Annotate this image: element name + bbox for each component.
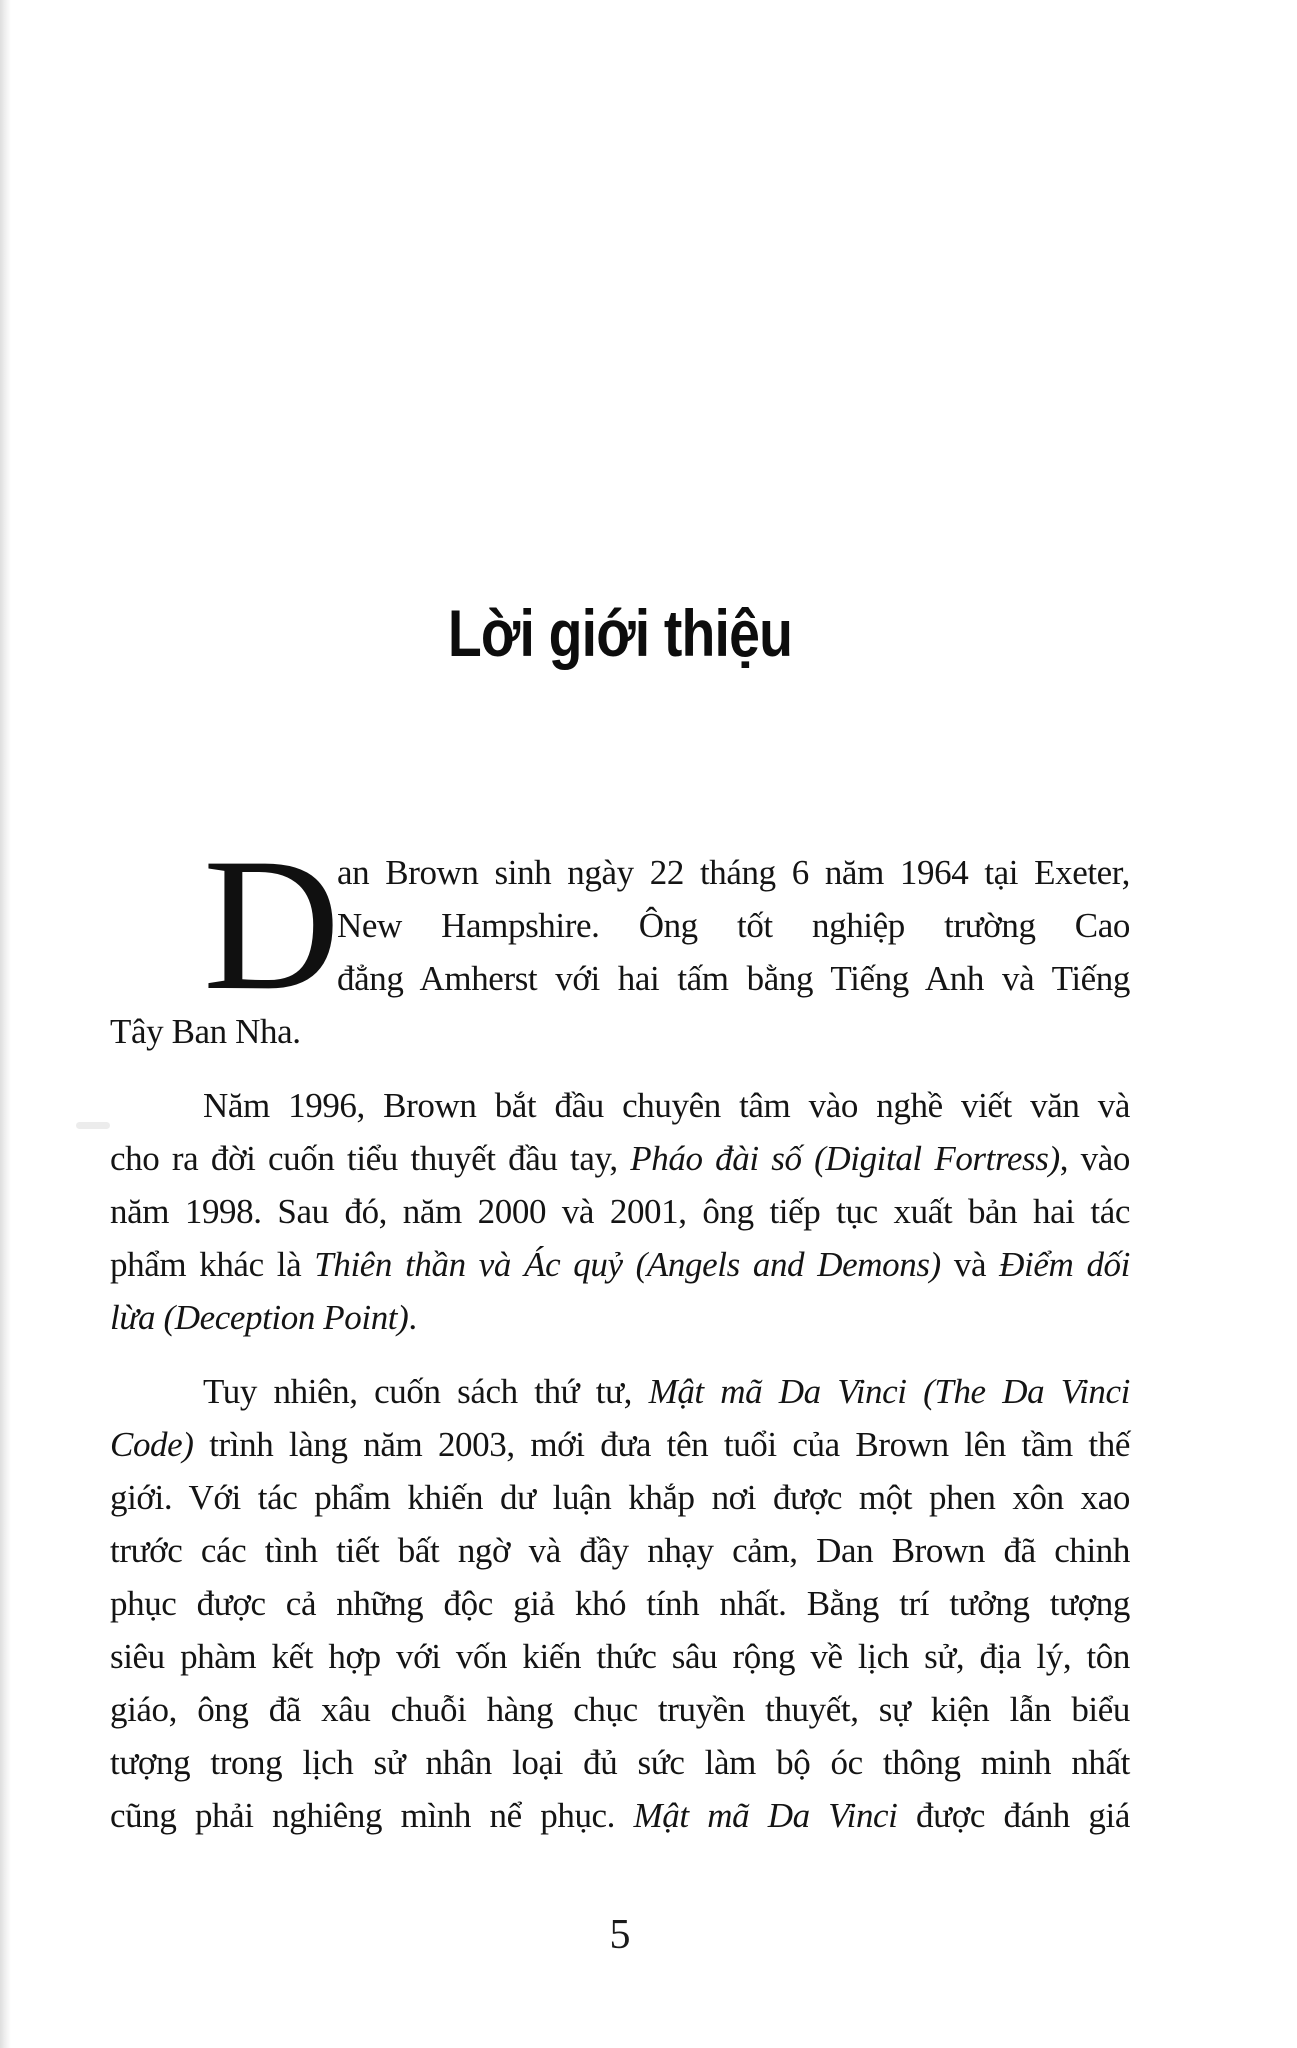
text-segment: Năm 1996, Brown bắt đầu chuyên tâm vào nghề viết văn và [203, 1086, 1130, 1125]
text-segment: an Brown sinh ngày 22 tháng 6 năm 1964 tại Exeter, [337, 853, 1130, 892]
scan-smudge-artifact [76, 1122, 110, 1129]
page-body [110, 820, 1130, 1842]
text-line [110, 1630, 1130, 1683]
text-line [110, 1132, 1130, 1185]
text-segment: Tuy nhiên, cuốn sách thứ tư, [203, 1372, 649, 1411]
text-segment: phẩm khác là [110, 1245, 315, 1284]
paragraph [110, 1079, 1130, 1344]
text-line [110, 1079, 1130, 1132]
page-number: 5 [609, 1912, 631, 1958]
text-segment: phục được cả những độc giả khó tính nhất. Bằng trí tưởng tượng [110, 1584, 1130, 1623]
text-line [110, 1471, 1130, 1524]
text-segment: trước các tình tiết bất ngờ và đầy nhạy cảm, Dan Brown đã chinh [110, 1531, 1130, 1570]
text-line [110, 1736, 1130, 1789]
text-segment: siêu phàm kết hợp với vốn kiến thức sâu rộng về lịch sử, địa lý, tôn [110, 1637, 1130, 1676]
text-segment: Mật mã Da Vinci [633, 1796, 898, 1835]
text-segment: năm 1998. Sau đó, năm 2000 và 2001, ông tiếp tục xuất bản hai tác [110, 1192, 1130, 1231]
text-segment: đẳng Amherst với hai tấm bằng Tiếng Anh và Tiếng [337, 959, 1130, 998]
paragraph [110, 820, 1130, 1058]
text-line [110, 1683, 1130, 1736]
text-line [110, 1365, 1130, 1418]
text-segment: được đánh giá [897, 1796, 1130, 1835]
text-segment: Code) [110, 1425, 194, 1464]
text-segment: Thiên thần và Ác quỷ (Angels and Demons) [314, 1245, 941, 1284]
drop-cap-letter: D [203, 820, 340, 1030]
page-title: Lời giới thiệu [447, 596, 793, 670]
text-line [110, 1185, 1130, 1238]
text-segment: . [408, 1298, 417, 1337]
text-segment: và [940, 1245, 1000, 1284]
text-segment: giáo, ông đã xâu chuỗi hàng chục truyền thuyết, sự kiện lẫn biểu [110, 1690, 1130, 1729]
text-line [110, 1238, 1130, 1291]
text-line [110, 1789, 1130, 1842]
text-segment: cho ra đời cuốn tiểu thuyết đầu tay, [110, 1139, 631, 1178]
text-segment: giới. Với tác phẩm khiến dư luận khắp nơi được một phen xôn xao [110, 1478, 1130, 1517]
text-segment: New Hampshire. Ông tốt nghiệp trường Cao [337, 906, 1130, 945]
text-segment: Điểm dối [999, 1245, 1130, 1284]
text-segment: tượng trong lịch sử nhân loại đủ sức làm bộ óc thông minh nhất [110, 1743, 1130, 1782]
text-segment: lừa (Deception Point) [110, 1298, 409, 1337]
text-block [110, 0, 1130, 1958]
text-segment: , vào [1059, 1139, 1130, 1178]
text-line [110, 1418, 1130, 1471]
text-line [110, 1524, 1130, 1577]
scan-edge-artifact [0, 0, 11, 2048]
text-segment: trình làng năm 2003, mới đưa tên tuổi của Brown lên tầm thế [193, 1425, 1130, 1464]
text-segment: Pháo đài số (Digital Fortress) [630, 1139, 1060, 1178]
text-line [110, 1577, 1130, 1630]
text-segment: cũng phải nghiêng mình nể phục. [110, 1796, 634, 1835]
text-segment: Mật mã Da Vinci (The Da Vinci [648, 1372, 1130, 1411]
paragraph [110, 1365, 1130, 1842]
text-segment: Tây Ban Nha. [110, 1012, 301, 1051]
text-line [110, 1291, 1130, 1344]
